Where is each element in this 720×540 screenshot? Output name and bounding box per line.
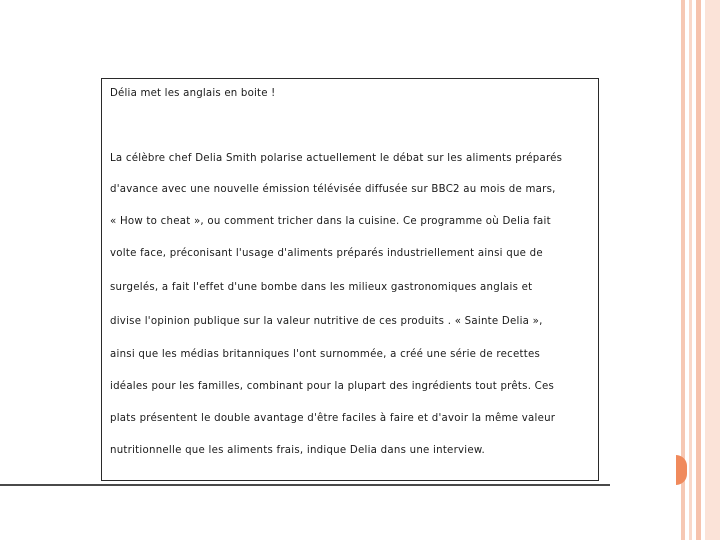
decorative-stripe [705, 0, 720, 540]
document-line: volte face, préconisant l'usage d'aliments préparés industriellement ainsi que de [110, 248, 543, 259]
document-line: « How to cheat », ou comment tricher dans la cuisine. Ce programme où Delia fait [110, 216, 551, 227]
document-line: surgelés, a fait l'effet d'une bombe dans les milieux gastronomiques anglais et [110, 282, 533, 293]
document-line: divise l'opinion publique sur la valeur nutritive de ces produits . « Sainte Delia », [110, 316, 543, 327]
decorative-stripe [689, 0, 692, 540]
slide-bullet-tab [676, 455, 687, 485]
document-line: d'avance avec une nouvelle émission télévisée diffusée sur BBC2 au mois de mars, [110, 184, 556, 195]
document-title: Délia met les anglais en boite ! [110, 88, 276, 99]
slide-divider-line [0, 484, 610, 486]
document-line: idéales pour les familles, combinant pour la plupart des ingrédients tout prêts. Ces [110, 381, 555, 392]
document-line: plats présentent le double avantage d'être faciles à faire et d'avoir la même valeur [110, 413, 556, 424]
scanned-document [101, 78, 599, 481]
document-line: nutritionnelle que les aliments frais, indique Delia dans une interview. [110, 445, 486, 456]
document-line: ainsi que les médias britanniques l'ont surnommée, a créé une série de recettes [110, 349, 541, 360]
document-line: La célèbre chef Delia Smith polarise actuellement le débat sur les aliments préparés [110, 153, 563, 164]
decorative-stripe [696, 0, 701, 540]
